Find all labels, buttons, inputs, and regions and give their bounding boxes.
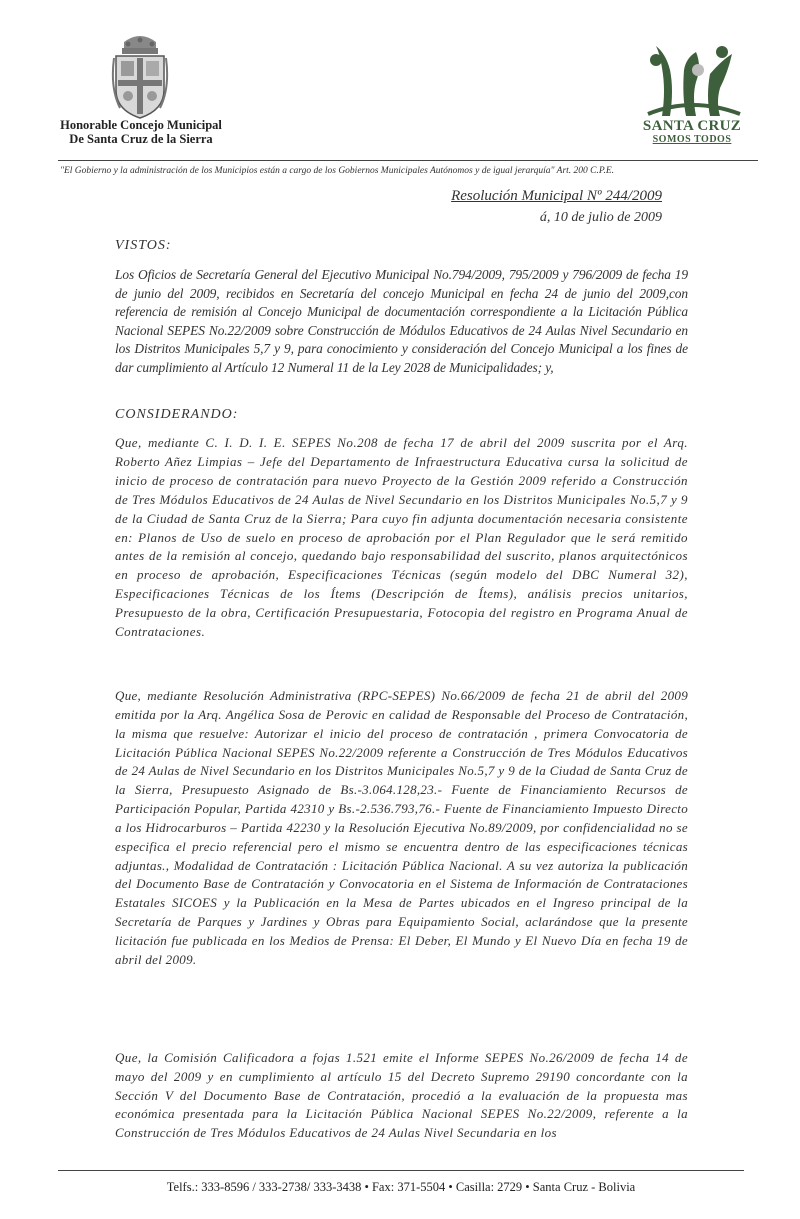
considerando-paragraph-1: Que, mediante C. I. D. I. E. SEPES No.208 de fecha 17 de abril del 2009 suscrita por el Arq. Roberto Añez Limpias – Jefe del Departamento de Infraestructura Educativa cursa la solicitud de inicio de proceso de contratación para nuevo Proyecto de la Gestión 2009 referido a Construcción de Tres Módulos Educativos de 24 Aulas de Nivel Secundario en los Distritos Municipales No.5,7 y 9 de la Ciudad de Santa Cruz de la Sierra; Para cuyo fin adjunta documentación necesaria consistente en: Planos de Uso de suelo en proceso de aprobación por el Plan Regulador que le será remitido antes de la remisión al concejo, quedando bajo responsabilidad del suscrito, planos arquitectónicos en proceso de aprobación, Especificaciones Técnicas (según modelo del DBC Numeral 32), Especificaciones Técnicas de los Ítems (Descripción de Ítems), análisis precios unitarios, Presupuesto de la obra, Certificación Presupuestaria, Fotocopia del registro en Programa Anual de Contrataciones. <box>115 435 688 640</box>
considerando-paragraph-2: Que, mediante Resolución Administrativa (RPC-SEPES) No.66/2009 de fecha 21 de abril del 2009 emitida por la Arq. Angélica Sosa de Perovic en calidad de Responsable del Proceso de Contratación, la misma que resuelve: Autorizar el inicio del proceso de contratación , primera Convocatoria de Licitación Pública Nacional SEPES No.22/2009 referente a Construcción de Tres Módulos Educativos de 24 Aulas de Nivel Secundario en los Distritos Municipales No.5,7 y 9 de la Ciudad de Santa Cruz de la Sierra, Presupuesto Asignado de Bs.-3.064.128,23.- Fuente de Financiamiento Recursos de Participación Popular, Partida 42310 y Bs.-2.536.793,76.- Fuente de Financiamiento Impuesto Directo a los Hidrocarburos – Partida 42230 y la Resolución Ejecutiva No.89/2009, por confidencialidad no se especifica el precio referencial pero el mismo se encuentra dentro de las especificaciones técnicas adjuntas., Modalidad de Contratación : Licitación Pública Nacional. A su vez autoriza la publicación del Documento Base de Contratación y Convocatoria en el Sistema de Información de Contrataciones Estatales SICOES y la Publicación en la Mesa de Partes ubicados en el Ingreso principal de la Secretaría de Parques y Jardines y Obras para Equipamiento Social, aclarándose que la presente licitación fue publicada en los Medios de Prensa: El Deber, El Mundo y El Nuevo Día en fecha 19 de abril del 2009. <box>115 688 688 967</box>
council-name-line-1: Honorable Concejo Municipal <box>60 118 222 132</box>
council-name <box>48 118 234 146</box>
considerando-heading: CONSIDERANDO: <box>115 407 239 422</box>
vistos-heading: VISTOS: <box>115 238 172 253</box>
logo-subtitle: SOMOS TODOS <box>652 134 732 145</box>
constitution-quote: "El Gobierno y la administración de los Municipios están a cargo de los Gobiernos Municipales Autónomos y de igual jerarquía" Art. 200 C.P.E. <box>60 166 615 176</box>
vistos-paragraph: Los Oficios de Secretaría General del Ejecutivo Municipal No.794/2009, 795/2009 y 796/2009 de fecha 19 de junio del 2009, recibidos en Secretaría del concejo Municipal en fecha 24 de junio del 2009,con referencia de remisión al Concejo Municipal de documentación correspondiente a la Licitación Pública Nacional SEPES No.22/2009 sobre Construcción de Módulos Educativos de 24 Aulas Nivel Secundario en los Distritos Municipales 5,7 y 9, para conocimiento y consideración del Concejo Municipal a los fines de dar cumplimiento al Artículo 12 Numeral 11 de la Ley 2028 de Municipalidades; y, <box>115 267 688 375</box>
resolution-date: á, 10 de julio de 2009 <box>539 210 662 225</box>
footer-divider <box>58 1170 744 1171</box>
considerando-paragraph-3: Que, la Comisión Calificadora a fojas 1.521 emite el Informe SEPES No.26/2009 de fecha 14 de mayo del 2009 y en cumplimiento al artículo 15 del Decreto Supremo 29190 concordante con la Sección V del Documento Base de Contratación, procedió a la evaluación de la propuesta mas económica presentada para la Licitación Pública Nacional SEPES No.22/2009, referente a la Construcción de Tres Módulos Educativos de 24 Aulas Nivel Secundaria en los <box>115 1050 688 1141</box>
footer-contact: Telfs.: 333-8596 / 333-2738/ 333-3438 • Fax: 371-5504 • Casilla: 2729 • Santa Cruz - Bolivia <box>166 1180 636 1194</box>
santa-cruz-logo-icon <box>636 40 750 122</box>
resolution-title: Resolución Municipal Nº 244/2009 <box>451 188 662 204</box>
logo-title: SANTA CRUZ <box>642 118 742 134</box>
council-name-line-2: De Santa Cruz de la Sierra <box>69 132 213 146</box>
municipal-coat-of-arms-icon <box>110 28 170 120</box>
header-divider <box>58 160 758 161</box>
